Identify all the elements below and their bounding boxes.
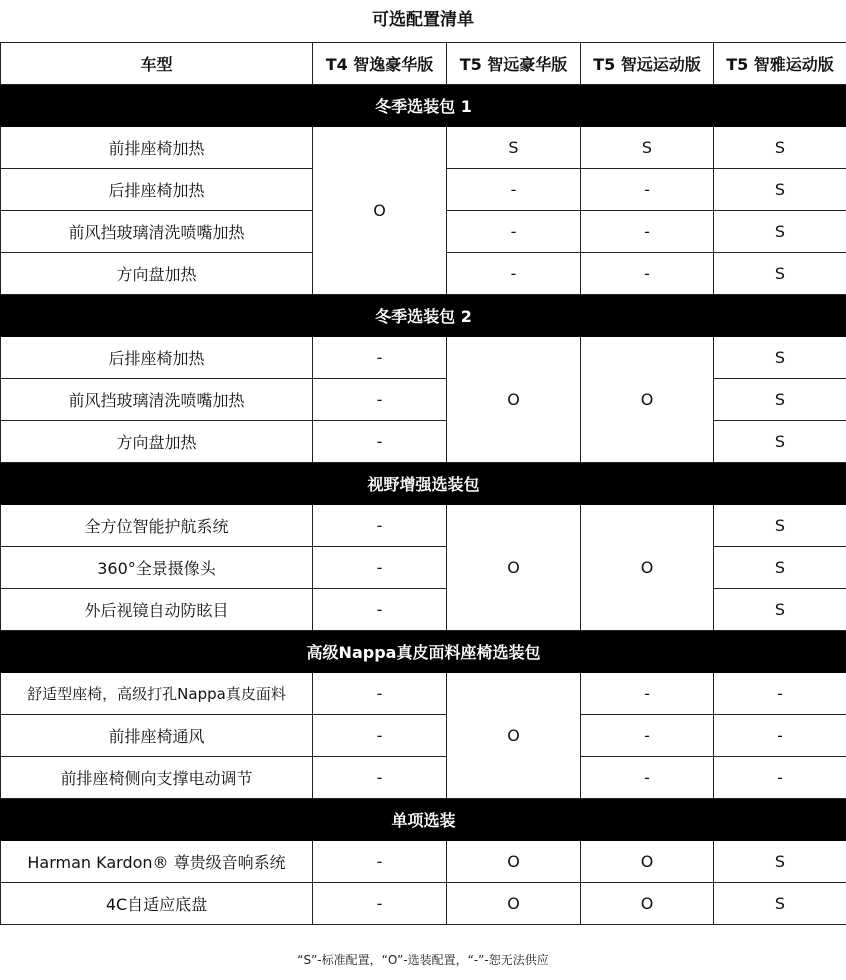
- feature-name: 方向盘加热: [1, 421, 313, 463]
- cell-t5-zhiya-sport: S: [714, 841, 846, 883]
- cell-t5-zhiya-sport: S: [714, 379, 846, 421]
- section-header-row: [1, 631, 846, 673]
- merged-cell-t5-zhiyuan-sport: O: [581, 505, 714, 631]
- column-header-t5-zhiyuan-luxury: T5 智远豪华版: [447, 43, 581, 85]
- cell-t4: -: [313, 841, 447, 883]
- cell-t5-zhiyuan-sport: -: [581, 253, 714, 295]
- section-title: 单项选装: [1, 799, 846, 841]
- cell-t5-zhiya-sport: S: [714, 127, 846, 169]
- feature-name: 前排座椅加热: [1, 127, 313, 169]
- cell-t4: -: [313, 883, 447, 925]
- merged-cell-t4: O: [313, 127, 447, 295]
- feature-name: 前风挡玻璃清洗喷嘴加热: [1, 379, 313, 421]
- cell-t4: -: [313, 757, 447, 799]
- cell-t5-zhiya-sport: S: [714, 169, 846, 211]
- cell-t5-zhiyuan-sport: -: [581, 715, 714, 757]
- table-row: [1, 589, 846, 631]
- column-header-t5-zhiya-sport: T5 智雅运动版: [714, 43, 846, 85]
- cell-t5-zhiyuan-luxury: -: [447, 169, 581, 211]
- cell-t5-zhiyuan-sport: S: [581, 127, 714, 169]
- feature-name: 后排座椅加热: [1, 337, 313, 379]
- feature-name: 舒适型座椅，高级打孔Nappa真皮面料: [1, 673, 313, 715]
- table-header-row: [1, 43, 846, 85]
- cell-t5-zhiyuan-luxury: -: [447, 211, 581, 253]
- feature-name: 前排座椅侧向支撑电动调节: [1, 757, 313, 799]
- cell-t5-zhiya-sport: -: [714, 757, 846, 799]
- cell-t5-zhiyuan-luxury: S: [447, 127, 581, 169]
- cell-t5-zhiya-sport: S: [714, 253, 846, 295]
- table-row: [1, 715, 846, 757]
- cell-t4: -: [313, 505, 447, 547]
- merged-cell-t5-zhiyuan-luxury: O: [447, 337, 581, 463]
- section-header-row: [1, 85, 846, 127]
- table-row: [1, 883, 846, 925]
- table-row: [1, 547, 846, 589]
- cell-t5-zhiyuan-sport: O: [581, 841, 714, 883]
- cell-t5-zhiya-sport: S: [714, 547, 846, 589]
- feature-name: 前排座椅通风: [1, 715, 313, 757]
- cell-t5-zhiyuan-luxury: O: [447, 841, 581, 883]
- cell-t5-zhiya-sport: S: [714, 505, 846, 547]
- cell-t5-zhiyuan-sport: -: [581, 169, 714, 211]
- cell-t5-zhiyuan-sport: -: [581, 757, 714, 799]
- cell-t5-zhiya-sport: S: [714, 211, 846, 253]
- cell-t5-zhiya-sport: S: [714, 883, 846, 925]
- feature-name: 方向盘加热: [1, 253, 313, 295]
- table-row: [1, 505, 846, 547]
- column-header-model: 车型: [1, 43, 313, 85]
- cell-t5-zhiya-sport: S: [714, 421, 846, 463]
- legend-footnote: “S”-标准配置，“O”-选装配置，“-”-恕无法供应: [297, 953, 549, 967]
- cell-t5-zhiya-sport: -: [714, 673, 846, 715]
- feature-name: 全方位智能护航系统: [1, 505, 313, 547]
- cell-t4: -: [313, 673, 447, 715]
- section-header-row: [1, 295, 846, 337]
- section-title: 冬季选装包 2: [1, 295, 846, 337]
- table-row: [1, 127, 846, 169]
- cell-t4: -: [313, 547, 447, 589]
- section-header-row: [1, 799, 846, 841]
- merged-cell-t5-zhiyuan-luxury: O: [447, 673, 581, 799]
- cell-t5-zhiyuan-sport: O: [581, 883, 714, 925]
- feature-name: Harman Kardon® 尊贵级音响系统: [1, 841, 313, 883]
- section-title: 视野增强选装包: [1, 463, 846, 505]
- cell-t4: -: [313, 337, 447, 379]
- cell-t4: -: [313, 379, 447, 421]
- options-table: [0, 42, 846, 925]
- feature-name: 4C自适应底盘: [1, 883, 313, 925]
- feature-name: 360°全景摄像头: [1, 547, 313, 589]
- cell-t4: -: [313, 421, 447, 463]
- cell-t4: -: [313, 589, 447, 631]
- feature-name: 后排座椅加热: [1, 169, 313, 211]
- merged-cell-t5-zhiyuan-sport: O: [581, 337, 714, 463]
- table-row: [1, 673, 846, 715]
- cell-t4: -: [313, 715, 447, 757]
- page-title: 可选配置清单: [372, 10, 474, 30]
- merged-cell-t5-zhiyuan-luxury: O: [447, 505, 581, 631]
- cell-t5-zhiyuan-sport: -: [581, 673, 714, 715]
- cell-t5-zhiyuan-luxury: O: [447, 883, 581, 925]
- section-title: 高级Nappa真皮面料座椅选装包: [1, 631, 846, 673]
- section-title: 冬季选装包 1: [1, 85, 846, 127]
- section-header-row: [1, 463, 846, 505]
- table-row: [1, 379, 846, 421]
- cell-t5-zhiyuan-sport: -: [581, 211, 714, 253]
- cell-t5-zhiya-sport: -: [714, 715, 846, 757]
- cell-t5-zhiyuan-luxury: -: [447, 253, 581, 295]
- cell-t5-zhiya-sport: S: [714, 337, 846, 379]
- table-row: [1, 421, 846, 463]
- table-row: [1, 841, 846, 883]
- cell-t5-zhiya-sport: S: [714, 589, 846, 631]
- feature-name: 外后视镜自动防眩目: [1, 589, 313, 631]
- column-header-t5-zhiyuan-sport: T5 智远运动版: [581, 43, 714, 85]
- feature-name: 前风挡玻璃清洗喷嘴加热: [1, 211, 313, 253]
- column-header-t4-zhiyi-luxury: T4 智逸豪华版: [313, 43, 447, 85]
- table-row: [1, 337, 846, 379]
- table-row: [1, 757, 846, 799]
